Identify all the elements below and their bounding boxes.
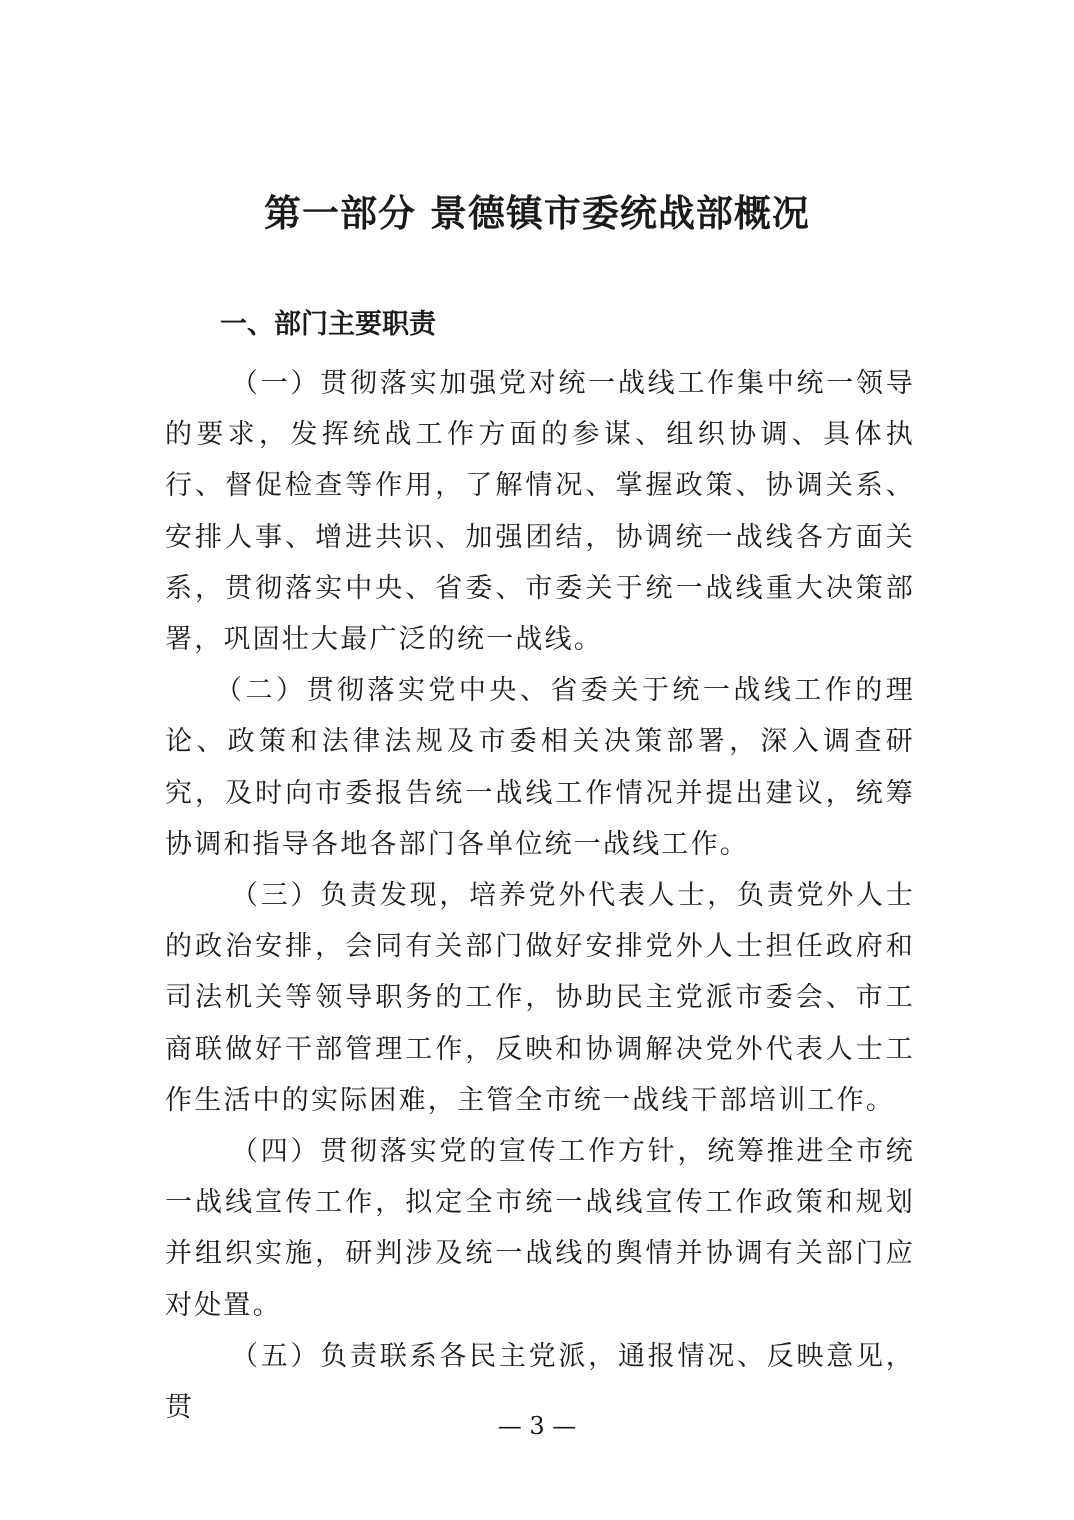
paragraph-4: （四）贯彻落实党的宣传工作方针，统筹推进全市统一战线宣传工作，拟定全市统一战线宣传工作政策和规划并组织实施，研判涉及统一战线的舆情并协调有关部门应对处置。 bbox=[165, 1136, 915, 1321]
body-text bbox=[165, 358, 915, 1433]
page-number: — 3 — bbox=[497, 1412, 577, 1440]
paragraph-3: （三）负责发现，培养党外代表人士，负责党外人士的政治安排，会同有关部门做好安排党外人士担任政府和司法机关等领导职务的工作，协助民主党派市委会、市工商联做好干部管理工作，反映和协调解决党外代表人士工作生活中的实际困难，主管全市统一战线干部培训工作。 bbox=[165, 880, 915, 1116]
paragraph-2: （二）贯彻落实党中央、省委关于统一战线工作的理论、政策和法律法规及市委相关决策部署，深入调查研究，及时向市委报告统一战线工作情况并提出建议，统筹协调和指导各地各部门各单位统一战线工作。 bbox=[165, 675, 915, 860]
section-heading: 一、部门主要职责 bbox=[220, 309, 436, 340]
paragraph-5: （五）负责联系各民主党派，通报情况、反映意见，贯 bbox=[165, 1340, 915, 1424]
page-title: 第一部分 景德镇市委统战部概况 bbox=[264, 192, 810, 235]
paragraph-1: （一）贯彻落实加强党对统一战线工作集中统一领导的要求，发挥统战工作方面的参谋、组织协调、具体执行、督促检查等作用，了解情况、掌握政策、协调关系、安排人事、增进共识、加强团结，协调统一战线各方面关系，贯彻落实中央、省委、市委关于统一战线重大决策部署，巩固壮大最广泛的统一战线。 bbox=[165, 368, 915, 656]
